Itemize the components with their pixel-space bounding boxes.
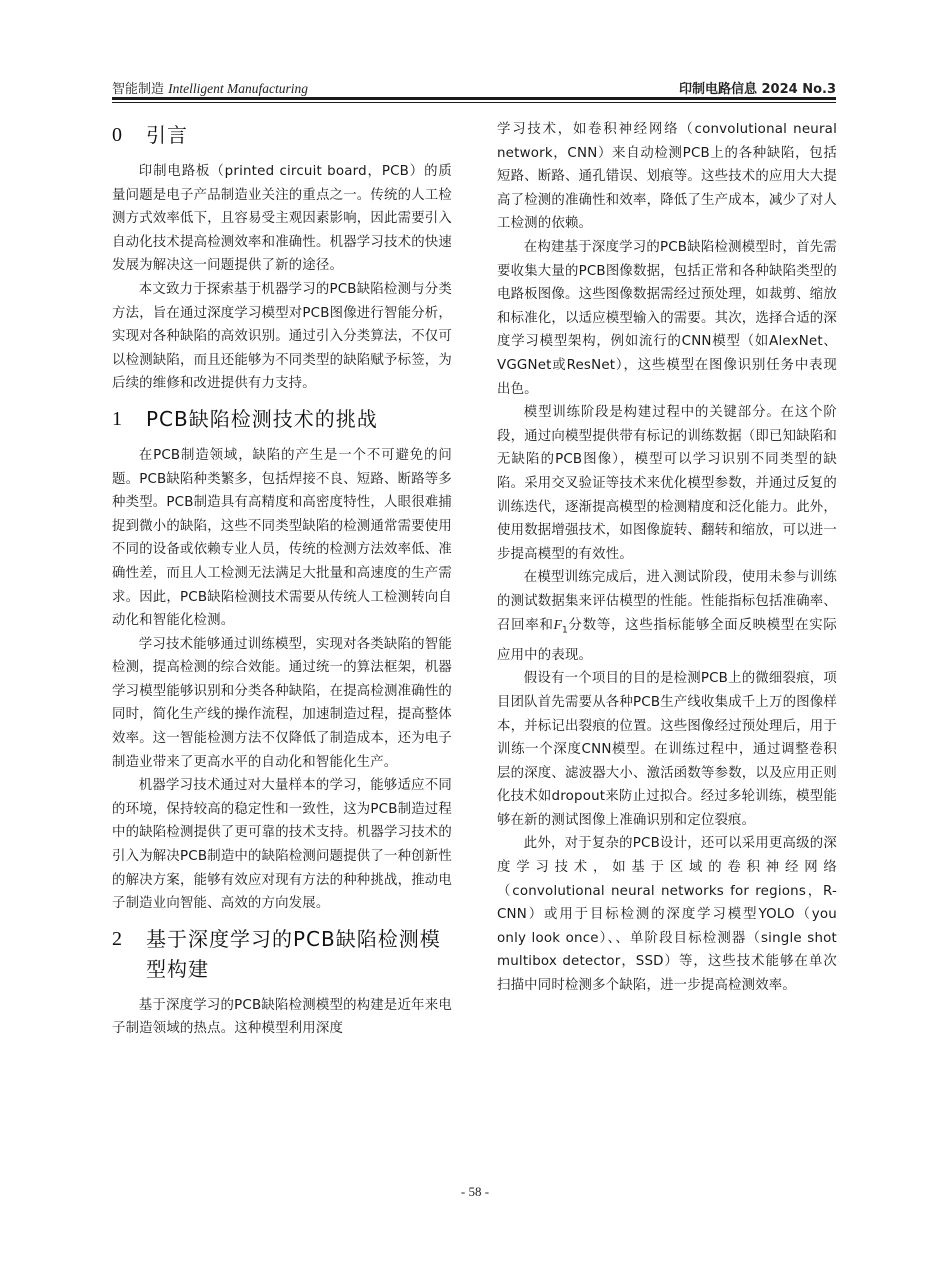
paragraph: 学习技术能够通过训练模型，实现对各类缺陷的智能检测，提高检测的综合效能。通过统一的算法框架，机器学习模型能够识别和分类各种缺陷，在提高检测准确性的同时，简化生产线的操作流程，加速制造过程，提高整体效率。这一智能检测方法不仅降低了制造成本，还为电子制造业带来了更高水平的自动化和智能化生产。	[112, 636, 452, 770]
right-column	[497, 118, 837, 998]
section-number: 2	[112, 927, 122, 950]
paragraph-continued: 学习技术，如卷积神经网络（convolutional neural network，CNN）来自动检测PCB上的各种缺陷，包括短路、断路、通孔错误、划痕等。这些技术的应用大大提高了检测的准确性和效率，降低了生产成本，减少了对人工检测的依赖。	[497, 122, 837, 232]
header-rule-thick	[112, 97, 836, 100]
paragraph: 本文致力于探索基于机器学习的PCB缺陷检测与分类方法，旨在通过深度学习模型对PCB图像进行智能分析，实现对各种缺陷的高效识别。通过引入分类算法，不仅可以检测缺陷，而且还能够为不同类型的缺陷赋予标签，为后续的维修和改进提供有力支持。	[112, 281, 452, 392]
section-heading-0	[112, 120, 452, 150]
paragraph: 机器学习技术通过对大量样本的学习，能够适应不同的环境，保持较高的稳定性和一致性，这为PCB制造过程中的缺陷检测提供了更可靠的技术支持。机器学习技术的引入为解决PCB制造中的缺陷检测问题提供了一种创新性的解决方案，能够有效应对现有方法的种种挑战，推动电子制造业向智能、高效的方向发展。	[112, 778, 452, 912]
section-title: 基于深度学习的PCB缺陷检测模型构建	[146, 926, 441, 981]
page-number: - 58 -	[460, 1184, 490, 1199]
running-header	[112, 74, 836, 96]
section-title: 引言	[146, 123, 188, 147]
header-journal: 印制电路信息 2024 No.3	[678, 82, 836, 97]
paragraph: 假设有一个项目的目的是检测PCB上的微细裂痕，项目团队首先需要从各种PCB生产线收集成千上万的图像样本，并标记出裂痕的位置。这些图像经过预处理后，用于训练一个深度CNN模型。在训练过程中，通过调整卷积层的深度、滤波器大小、激活函数等参数，以及应用正则化技术如dropout来防止过拟合。经过多轮训练，模型能够在新的测试图像上准确识别和定位裂痕。	[497, 671, 837, 828]
section-number: 0	[112, 124, 122, 146]
paragraph-text: 在模型训练完成后，进入测试阶段，使用未参与训练的测试数据集来评估模型的性能。性能指标包括准确率、召回率和	[497, 570, 837, 634]
paragraph-text: 分数等，这些指标能够全面反映模型在实际应用中的表现。	[497, 618, 837, 663]
paragraph: 在构建基于深度学习的PCB缺陷检测模型时，首先需要收集大量的PCB图像数据，包括正常和各种缺陷类型的电路板图像。这些图像数据需经过预处理，如裁剪、缩放和标准化，以适应模型输入的需要。其次，选择合适的深度学习模型架构，例如流行的CNN模型（如AlexNet、VGGNet或ResNet），这些模型在图像识别任务中表现出色。	[497, 239, 837, 397]
paragraph: 基于深度学习的PCB缺陷检测模型的构建是近年来电子制造领域的热点。这种模型利用深度	[112, 997, 452, 1037]
paragraph-f1-score	[497, 566, 837, 667]
header-section-en: Intelligent Manufacturing	[168, 81, 309, 96]
section-number: 1	[112, 407, 122, 430]
f-subscript: 1	[562, 626, 568, 637]
f-symbol: F	[553, 617, 563, 633]
header-rule-thin	[112, 102, 836, 103]
paragraph: 此外，对于复杂的PCB设计，还可以采用更高级的深度学习技术，如基于区域的卷积神经网络（convolutional neural networks for regions，R-CNN）或用于目标检测的深度学习模型YOLO（you only look once）、、单阶段目标检测器（single shot multibox detector，SSD）等，这些技术能够在单次扫描中同时检测多个缺陷，进一步提高检测效率。	[497, 836, 837, 994]
paragraph: 在PCB制造领域，缺陷的产生是一个不可避免的问题。PCB缺陷种类繁多，包括焊接不良、短路、断路等多种类型。PCB制造具有高精度和高密度特性，人眼很难捕捉到微小的缺陷，这些不同类型缺陷的检测通常需要使用不同的设备或依赖专业人员，传统的检测方法效率低、准确性差，而且人工检测无法满足大批量和高速度的生产需求。因此，PCB缺陷检测技术需要从传统人工检测转向自动化和智能化检测。	[112, 447, 452, 629]
section-heading-2	[112, 924, 452, 984]
paragraph: 模型训练阶段是构建过程中的关键部分。在这个阶段，通过向模型提供带有标记的训练数据（即已知缺陷和无缺陷的PCB图像），模型可以学习识别不同类型的缺陷。采用交叉验证等技术来优化模型参数，并通过反复的训练迭代，逐渐提高模型的检测精度和泛化能力。此外，使用数据增强技术，如图像旋转、翻转和缩放，可以进一步提高模型的有效性。	[497, 405, 837, 562]
paragraph: 印制电路板（printed circuit board，PCB）的质量问题是电子产品制造业关注的重点之一。传统的人工检测方式效率低下，且容易受主观因素影响，因此需要引入自动化技术提高检测效率和准确性。机器学习技术的快速发展为解决这一问题提供了新的途径。	[112, 164, 452, 274]
header-section-cn: 智能制造	[112, 82, 165, 97]
section-title: PCB缺陷检测技术的挑战	[146, 406, 378, 431]
left-column	[112, 118, 452, 1041]
section-heading-1	[112, 404, 452, 434]
header-section	[112, 78, 308, 97]
